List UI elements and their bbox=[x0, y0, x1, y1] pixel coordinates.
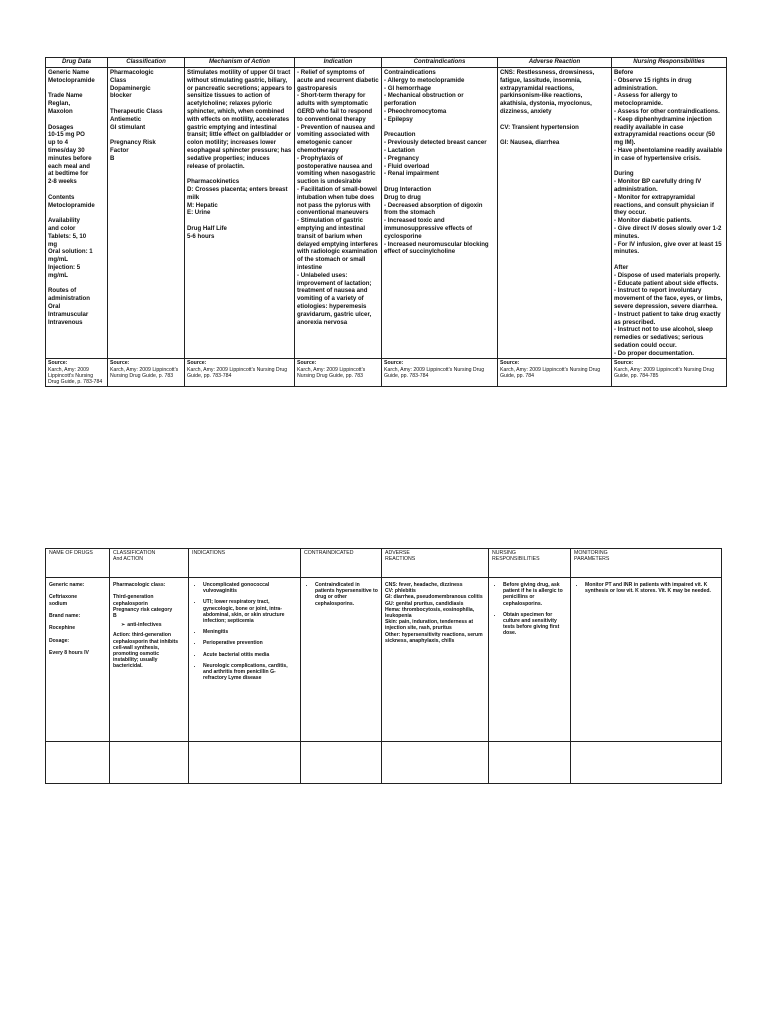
text-line: Precaution bbox=[384, 131, 416, 139]
text-line: Intramuscular bbox=[48, 310, 89, 318]
text-line: - Stimulation of gastric emptying and intestinal transit of barium when delayed emptying interferes with radiologic examination of the stomach or small intestine bbox=[297, 217, 378, 271]
text-line: Pharmacologic class: bbox=[113, 582, 166, 588]
text-line: Stimulates motility of upper GI tract without stimulating gastric, biliary, or pancreatic secretions; appears to sensitize tissues to action of acetylcholine; relaxes pyloric sphincter, which, when combined with effects on motility, accelerates gastric emptying and intestinal transit; little effect on gallbladder or colon motility; increases lower esophageal sphincter pressure; has sedative properties; induces release of prolactin. bbox=[187, 69, 292, 170]
source-text: Karch, Amy: 2009 Lippincott's Nursing Drug Guide, pp. 784 bbox=[500, 366, 601, 379]
text-line: NAME OF DRUGS bbox=[49, 550, 93, 556]
text-line: - Instruct not to use alcohol, sleep remedies or sedatives; serious sedation could occur. bbox=[614, 326, 713, 349]
table1-header-cell: Nursing Responsibilities bbox=[612, 58, 727, 68]
text-line: - Have phentolamine readily available in case of hypertensive crisis. bbox=[614, 146, 723, 162]
monitoring-parameters-cell bbox=[571, 578, 722, 742]
empty-cell bbox=[110, 742, 189, 784]
text-line: PARAMETERS bbox=[574, 556, 610, 563]
text-line: Injection: 5 bbox=[48, 263, 81, 271]
text-line bbox=[384, 124, 495, 132]
text-line: Tablets: 5, 10 bbox=[48, 232, 87, 240]
text-line: Drug Half Life bbox=[187, 224, 227, 232]
text-line: administration bbox=[48, 295, 90, 303]
text-line: Skin: pain, induration, tenderness at injection site, rash, pruritus bbox=[385, 619, 474, 632]
indication-cell bbox=[295, 68, 382, 359]
adverse-reaction-cell bbox=[498, 68, 612, 359]
indications-cell bbox=[189, 578, 301, 742]
text-line: NURSING bbox=[492, 550, 516, 556]
table1-header-cell: Drug Data bbox=[46, 58, 108, 68]
text-line: and color bbox=[48, 224, 76, 232]
text-line: - Unlabeled uses: improvement of lactation; treatment of nausea and vomiting of a variety of etiologies: hyperemesis gravidarum, gastric ulcer, anorexia nervosa bbox=[297, 271, 372, 326]
text-line: - Monitor for extrapyramidal reactions, and consult physician if they occur. bbox=[614, 193, 714, 217]
drug-data-cell bbox=[46, 68, 108, 359]
list-item: • Before giving drug, ask patient if he is allergic to penicillins or cephalosporins. bbox=[503, 582, 567, 607]
text-line: - Renal impairment bbox=[384, 170, 439, 178]
text-line: After bbox=[614, 263, 629, 271]
header-nursing-responsibilities bbox=[489, 549, 571, 578]
text-line: - Epilepsy bbox=[384, 115, 413, 123]
text-line: sodium bbox=[49, 600, 68, 607]
text-line: - Assess for other contraindications. bbox=[614, 107, 720, 115]
text-line: Oral solution: 1 bbox=[48, 248, 93, 256]
source-label: Source: bbox=[48, 360, 68, 367]
header-monitoring-parameters bbox=[571, 549, 722, 578]
table1-header-cell: Mechanism of Action bbox=[185, 58, 295, 68]
text-line: INDICATIONS bbox=[192, 550, 226, 556]
empty-cell bbox=[46, 742, 110, 784]
text-line: Ceftriaxone bbox=[49, 594, 78, 601]
empty-cell bbox=[489, 742, 571, 784]
text-line bbox=[48, 186, 105, 194]
text-line: - Short-term therapy for adults with symptomatic GERD who fail to respond to conventional therapy bbox=[297, 92, 373, 123]
list-item: • Perioperative prevention bbox=[203, 640, 297, 646]
text-line: - For IV infusion, give over at least 15 minutes. bbox=[614, 240, 722, 256]
text-line: Dosage: bbox=[49, 637, 70, 644]
text-line bbox=[500, 131, 609, 139]
text-line: CNS: Restlessness, drowsiness, fatigue, lassitude, insomnia, extrapyramidal reactions, parkinsonism-like reactions, akathisia, dystonia, myoclonus, dizziness, anxiety bbox=[500, 69, 595, 115]
text-line: Contents bbox=[48, 193, 75, 201]
text-line: - Fluid overload bbox=[384, 162, 430, 170]
text-line: 5-6 hours bbox=[187, 232, 215, 240]
text-line: - Monitor BP carefully dring IV administration. bbox=[614, 178, 702, 193]
table2-content-row bbox=[46, 578, 722, 742]
text-line: E: Urine bbox=[187, 209, 211, 217]
table1-header-cell: Adverse Reaction bbox=[498, 58, 612, 68]
text-line: Pharmacologic bbox=[110, 69, 154, 76]
list-item: • Contraindicated in patients hypersensitive to drug or other cephalosporins. bbox=[315, 582, 378, 607]
source-label: Source: bbox=[297, 360, 317, 367]
text-line: M: Hepatic bbox=[187, 201, 218, 209]
text-line: - Mechanical obstruction or perforation bbox=[384, 92, 464, 108]
header-name-of-drugs bbox=[46, 549, 110, 578]
table1-header-cell: Contraindications bbox=[382, 58, 498, 68]
text-line: Reglan, bbox=[48, 100, 71, 108]
text-line: mg/mL bbox=[48, 256, 68, 264]
text-line: - Prophylaxis of postoperative nausea and vomiting when nasogastric suction is undesirable bbox=[297, 154, 376, 186]
source-text: Karch, Amy: 2009 Lippincott's Nursing Drug Guide, pp. 784-785 bbox=[614, 366, 715, 379]
source-label: Source: bbox=[110, 360, 130, 367]
table1-header-cell: Indication bbox=[295, 58, 382, 68]
text-line: - Give direct IV doses slowly over 1-2 minutes. bbox=[614, 224, 722, 240]
header-indications bbox=[189, 549, 301, 578]
text-line: minutes before bbox=[48, 154, 92, 162]
text-line: - Previously detected breast cancer bbox=[384, 139, 487, 147]
table1-header-cell: Classification bbox=[108, 58, 185, 68]
text-line: Pregnancy Risk bbox=[110, 139, 156, 147]
text-line: Oral bbox=[48, 302, 61, 310]
text-line: times/day 30 bbox=[48, 146, 85, 154]
text-line: Metoclopramide bbox=[48, 76, 95, 84]
name-of-drugs-cell bbox=[46, 578, 110, 742]
empty-cell bbox=[382, 742, 489, 784]
text-line bbox=[48, 209, 105, 217]
text-line: - Keep diphenhydramine injection readily available in case extrapyramidal reactions occur (50 mg IM). bbox=[614, 115, 715, 147]
classification-cell bbox=[108, 68, 185, 359]
header-contraindicated bbox=[301, 549, 382, 578]
empty-cell bbox=[189, 742, 301, 784]
text-line: Maxolon bbox=[48, 107, 73, 115]
empty-cell bbox=[301, 742, 382, 784]
text-line: - Facilitation of small-bowel intubation when tube does not pass the pylorus with conventional maneuvers bbox=[297, 185, 377, 217]
source-cell bbox=[498, 359, 612, 387]
text-line: Drug Interaction bbox=[384, 185, 432, 193]
list-item: • Obtain specimen for culture and sensitivity tests before giving first dose. bbox=[503, 612, 567, 637]
text-line: - GI hemorrhage bbox=[384, 84, 432, 92]
text-line: GI: diarrhea, pseudomembranous colitis bbox=[385, 594, 483, 601]
text-line: - Increased neuromuscular blocking effect of succinylcholine bbox=[384, 240, 489, 256]
text-line: GI: Nausea, diarrhea bbox=[500, 139, 560, 147]
text-line: Generic Name bbox=[48, 69, 89, 76]
source-text: Karch, Amy: 2009 Lippincott's Nursing Drug Guide, p. 783 bbox=[110, 366, 179, 379]
text-line: mg bbox=[48, 240, 58, 248]
text-line bbox=[614, 256, 724, 264]
text-line: - Monitor diabetic patients. bbox=[614, 217, 692, 225]
source-cell bbox=[382, 359, 498, 387]
source-text: Karch, Amy: 2009 Lippincott's Nursing Drug Guide, pp. 783-784 bbox=[384, 366, 485, 379]
source-text: Karch, Amy: 2009 Lippincott's Nursing Drug Guide, pp. 783 bbox=[297, 366, 366, 379]
list-item: • UTI; lower respiratory tract, gynecologic, bone or joint, intra-abdominal, skin, or skin structure infection; septicemia bbox=[203, 599, 297, 624]
text-line: CV: phlebitis bbox=[385, 588, 416, 595]
source-label: Source: bbox=[187, 360, 207, 367]
text-line bbox=[614, 163, 724, 171]
text-line: CNS: fever, headache, dizziness bbox=[385, 582, 463, 588]
source-cell bbox=[108, 359, 185, 387]
text-line: Intravenous bbox=[48, 318, 83, 326]
text-line: - Instruct patient to take drug exactly as prescribed. bbox=[614, 310, 721, 326]
text-line: ADVERSE bbox=[385, 550, 410, 556]
text-line: REACTIONS bbox=[385, 556, 416, 563]
text-line bbox=[187, 217, 292, 225]
text-line: - Decreased absorption of digoxin from the stomach bbox=[384, 201, 483, 217]
text-line: - Lactation bbox=[384, 146, 415, 154]
ceftriaxone-drug-table bbox=[45, 548, 722, 784]
text-line: each meal and bbox=[48, 162, 90, 170]
empty-cell bbox=[571, 742, 722, 784]
list-item: • Uncomplicated gonococcal vulvovaginitis bbox=[203, 582, 297, 594]
text-line: 10-15 mg PO bbox=[48, 131, 85, 139]
source-cell bbox=[46, 359, 108, 387]
nursing-responsibilities-cell bbox=[612, 68, 727, 359]
list-item: • Meningitis bbox=[203, 629, 297, 635]
text-line: Antiemetic bbox=[110, 115, 142, 123]
text-line: Metoclopramide bbox=[48, 201, 95, 209]
text-line: RESPONSIBILITIES bbox=[492, 556, 540, 563]
text-line: - Relief of symptoms of acute and recurrent diabetic gastroparesis bbox=[297, 69, 379, 92]
text-line: up to 4 bbox=[48, 139, 68, 147]
source-cell bbox=[185, 359, 295, 387]
text-line: Hema: thrombocytosis, eosinophilia, leukopenia bbox=[385, 606, 475, 620]
text-line: - Observe 15 rights in drug administration. bbox=[614, 76, 692, 92]
source-label: Source: bbox=[500, 360, 520, 367]
text-line: - Assess for allergy to metoclopramide. bbox=[614, 92, 678, 108]
text-line: Other: hypersensitivity reactions, serum sickness, anaphylaxis, chills bbox=[385, 631, 483, 644]
text-line: Routes of bbox=[48, 287, 77, 295]
metoclopramide-drug-table bbox=[45, 57, 727, 387]
text-line: - Pheochromocytoma bbox=[384, 107, 447, 115]
text-line: CLASSIFICATION bbox=[113, 550, 156, 556]
text-line: Dosages bbox=[48, 123, 74, 131]
nursing-responsibilities-cell bbox=[489, 578, 571, 742]
list-item: • Acute bacterial otitis media bbox=[203, 652, 297, 658]
text-line: - Dispose of used materials properly. bbox=[614, 271, 721, 279]
table1-header-row bbox=[46, 58, 727, 68]
text-line: During bbox=[614, 170, 634, 178]
source-text: Karch, Amy: 2009 Lippincott's Nursing Drug Guide, p. 783-784 bbox=[48, 366, 103, 386]
text-line: GU: genital pruritus, candidiasis bbox=[385, 600, 464, 607]
source-text: Karch, Amy: 2009 Lippincott's Nursing Drug Guide, pp. 783-784 bbox=[187, 366, 288, 379]
text-line: - Prevention of nausea and vomiting associated with emetogenic cancer chemotherapy bbox=[297, 123, 375, 154]
header-adverse-reactions bbox=[382, 549, 489, 578]
table2-header-row bbox=[46, 549, 722, 578]
text-line: cephalosporin bbox=[113, 600, 148, 607]
table1-source-row bbox=[46, 359, 727, 387]
text-line: 2-8 weeks bbox=[48, 178, 77, 186]
text-line: mg/mL bbox=[48, 271, 68, 279]
text-line: Dopaminergic bbox=[110, 84, 151, 92]
text-line bbox=[110, 100, 182, 108]
text-line: And ACTION bbox=[113, 556, 143, 563]
text-line: CONTRAINDICATED bbox=[304, 550, 354, 556]
text-line: MONITORING bbox=[574, 550, 608, 556]
text-line: at bedtime for bbox=[48, 170, 89, 178]
action-text: Action: third-generation cephalosporin that inhibits cell-wall synthesis, promoting osmotic instability; usually bactericidal. bbox=[113, 632, 179, 670]
text-line bbox=[48, 280, 105, 288]
source-cell bbox=[295, 359, 382, 387]
text-line: Generic name: bbox=[49, 582, 85, 588]
adverse-reactions-cell bbox=[382, 578, 489, 742]
text-line: - Instruct to report involuntary movement of the face, eyes, or limbs, severe depression, severe diarrhea. bbox=[614, 287, 723, 310]
contraindicated-cell bbox=[301, 578, 382, 742]
text-line: Rocephine bbox=[49, 625, 76, 632]
text-line bbox=[48, 85, 105, 93]
arrow-bullet-item: ➢ anti-infectives bbox=[129, 622, 185, 628]
text-line: Factor bbox=[110, 146, 129, 154]
mechanism-cell bbox=[185, 68, 295, 359]
text-line bbox=[48, 116, 105, 124]
text-line: Pregnancy risk category bbox=[113, 606, 173, 613]
text-line: Every 8 hours IV bbox=[49, 650, 89, 657]
text-line: - Do proper documentation. bbox=[614, 349, 694, 357]
table2-empty-row bbox=[46, 742, 722, 784]
list-item: • Neurologic complications, carditis, and arthritis from penicillin G-refractory Lyme disease bbox=[203, 663, 297, 682]
text-line bbox=[384, 178, 495, 186]
text-line: CV: Transient hypertension bbox=[500, 123, 579, 131]
source-label: Source: bbox=[614, 360, 634, 367]
text-line: Therapeutic Class bbox=[110, 107, 163, 115]
list-item: • Monitor PT and INR in patients with impaired vit. K synthesis or low vit. K stores. Vit. K may be needed. bbox=[585, 582, 718, 594]
text-line: Contraindications bbox=[384, 69, 436, 76]
source-cell bbox=[612, 359, 727, 387]
text-line: D: Crosses placenta; enters breast milk bbox=[187, 185, 288, 201]
classification-action-cell bbox=[110, 578, 189, 742]
text-line: GI stimulant bbox=[110, 123, 146, 131]
text-line: - Pregnancy bbox=[384, 154, 419, 162]
text-line: - Increased toxic and immunosuppressive effects of cyclosporine bbox=[384, 217, 473, 240]
header-classification-action bbox=[110, 549, 189, 578]
text-line: Third-generation bbox=[113, 594, 154, 601]
text-line: blocker bbox=[110, 92, 132, 100]
text-line: Availability bbox=[48, 217, 80, 225]
table1-content-row bbox=[46, 68, 727, 359]
text-line: B bbox=[113, 613, 117, 620]
text-line: Before bbox=[614, 69, 634, 76]
text-line: Pharmacokinetics bbox=[187, 178, 240, 186]
text-line: B bbox=[110, 154, 115, 162]
text-line: Drug to drug bbox=[384, 193, 421, 201]
text-line bbox=[187, 170, 292, 178]
contraindications-cell bbox=[382, 68, 498, 359]
text-line: Brand name: bbox=[49, 613, 81, 620]
text-line bbox=[500, 116, 609, 124]
text-line: - Educate patient about side effects. bbox=[614, 279, 719, 287]
text-line: - Allergy to metoclopramide bbox=[384, 76, 465, 84]
text-line bbox=[110, 131, 182, 139]
text-line: Class bbox=[110, 76, 127, 84]
source-label: Source: bbox=[384, 360, 404, 367]
text-line: Trade Name bbox=[48, 92, 83, 100]
